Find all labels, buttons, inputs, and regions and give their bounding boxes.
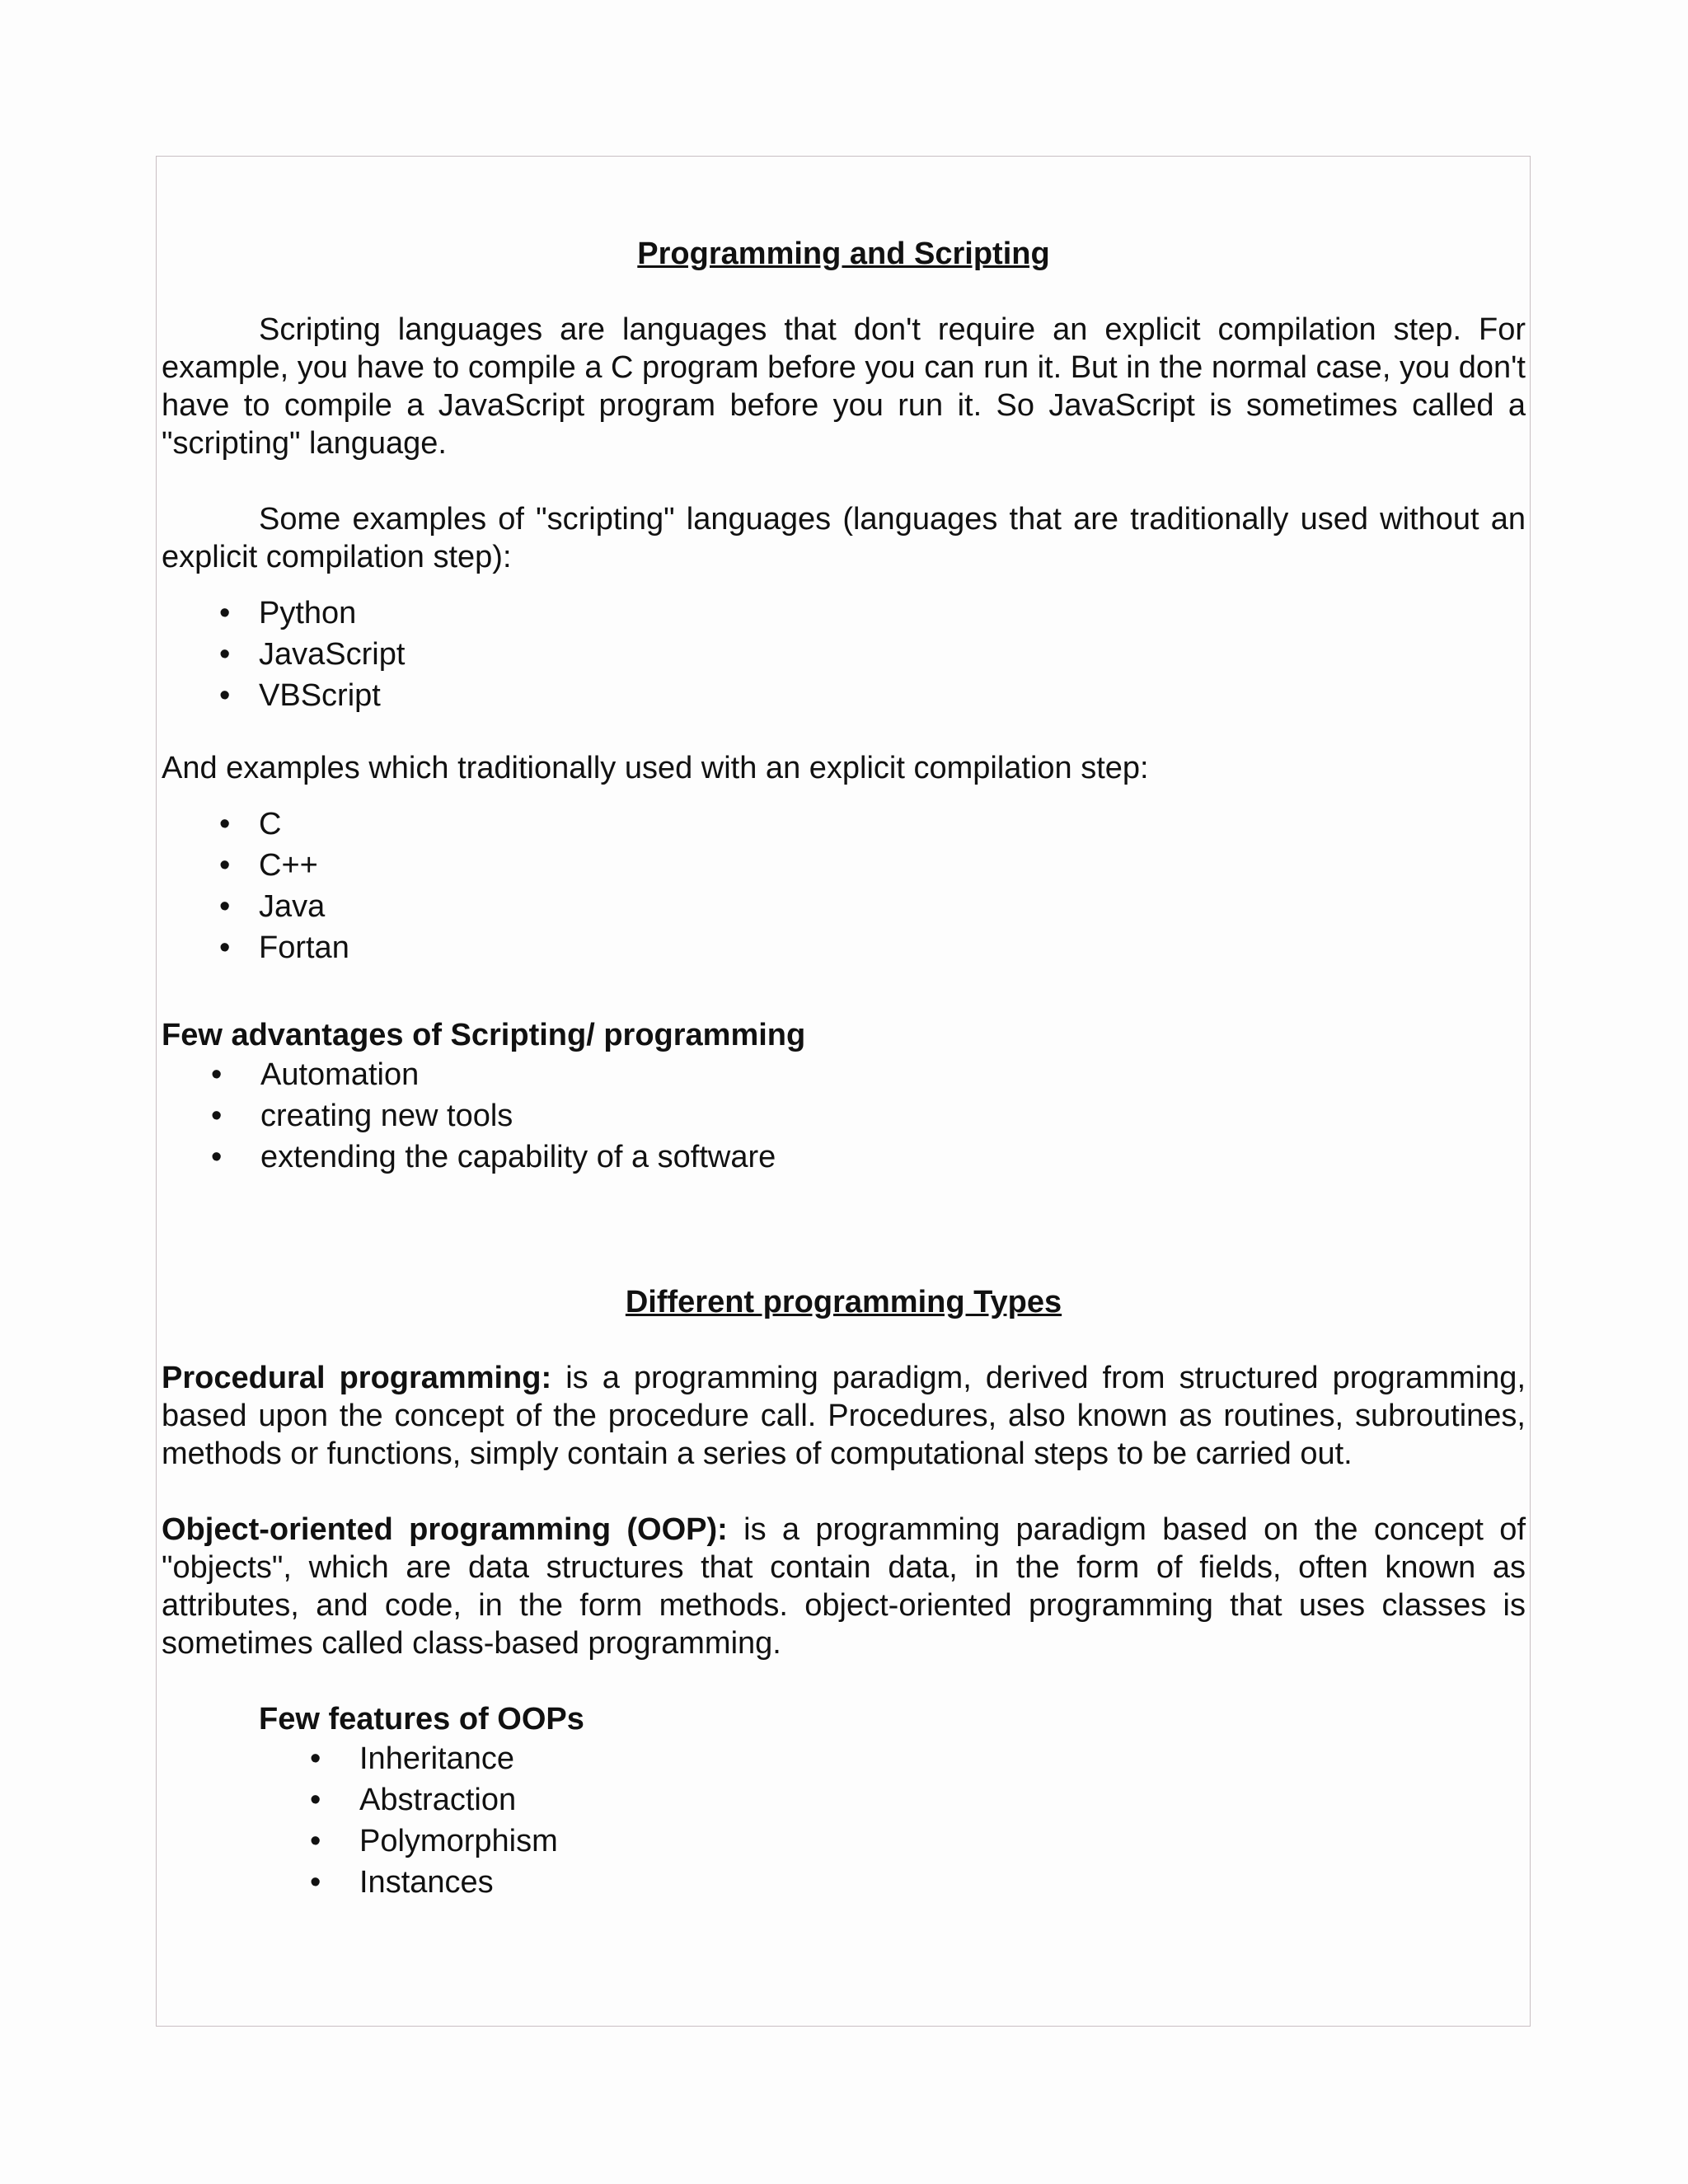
list-item: • Python: [162, 593, 1526, 634]
list-item: • VBScript: [162, 675, 1526, 716]
scripting-examples-intro: Some examples of "scripting" languages (languages that are traditionally used without an explicit compilation step):: [162, 502, 1526, 574]
compiled-examples-list: [162, 804, 1526, 968]
document-body: [162, 235, 1526, 1903]
oop-term: Object-oriented programming (OOP):: [162, 1512, 728, 1547]
advantages-heading: Few advantages of Scripting/ programming: [162, 1018, 806, 1052]
list-item: • Abstraction: [162, 1779, 1526, 1821]
list-item: • Instances: [162, 1862, 1526, 1903]
list-item: • Fortan: [162, 927, 1526, 968]
section-title-programming-scripting: Programming and Scripting: [637, 237, 1050, 271]
oop-features-list: [162, 1738, 1526, 1903]
compiled-examples-intro: And examples which traditionally used with an explicit compilation step:: [162, 751, 1149, 785]
list-item: • Java: [162, 886, 1526, 927]
procedural-text: is a programming paradigm, derived from structured programming, based upon the concept of the procedure call. Procedures, also known as routines, subroutines, methods or functions, simply contain a series of computational steps to be carried out.: [162, 1361, 1526, 1471]
oop-text: is a programming paradigm based on the concept of "objects", which are data structures that contain data, in the form of fields, often known as attributes, and code, in the form methods. object-oriented programming that uses classes is sometimes called class-based programming.: [162, 1512, 1526, 1661]
advantages-list: [162, 1054, 1526, 1178]
oop-paragraph: [162, 1511, 1526, 1662]
list-item: • extending the capability of a software: [162, 1137, 1526, 1178]
list-item: • C++: [162, 845, 1526, 886]
oop-features-heading: Few features of OOPs: [259, 1702, 584, 1736]
list-item: • Inheritance: [162, 1738, 1526, 1779]
procedural-paragraph: [162, 1359, 1526, 1473]
list-item: • JavaScript: [162, 634, 1526, 675]
scripting-definition-paragraph: Scripting languages are languages that don't require an explicit compilation step. For example, you have to compile a C program before you can run it. But in the normal case, you don't have to compile a JavaScript program before you run it. So JavaScript is sometimes called a "scripting" language.: [162, 312, 1526, 461]
list-item: • Polymorphism: [162, 1821, 1526, 1862]
list-item: • creating new tools: [162, 1095, 1526, 1137]
scripting-examples-list: [162, 593, 1526, 716]
list-item: • Automation: [162, 1054, 1526, 1095]
list-item: • C: [162, 804, 1526, 845]
procedural-term: Procedural programming:: [162, 1361, 552, 1395]
section-title-programming-types: Different programming Types: [625, 1285, 1062, 1319]
